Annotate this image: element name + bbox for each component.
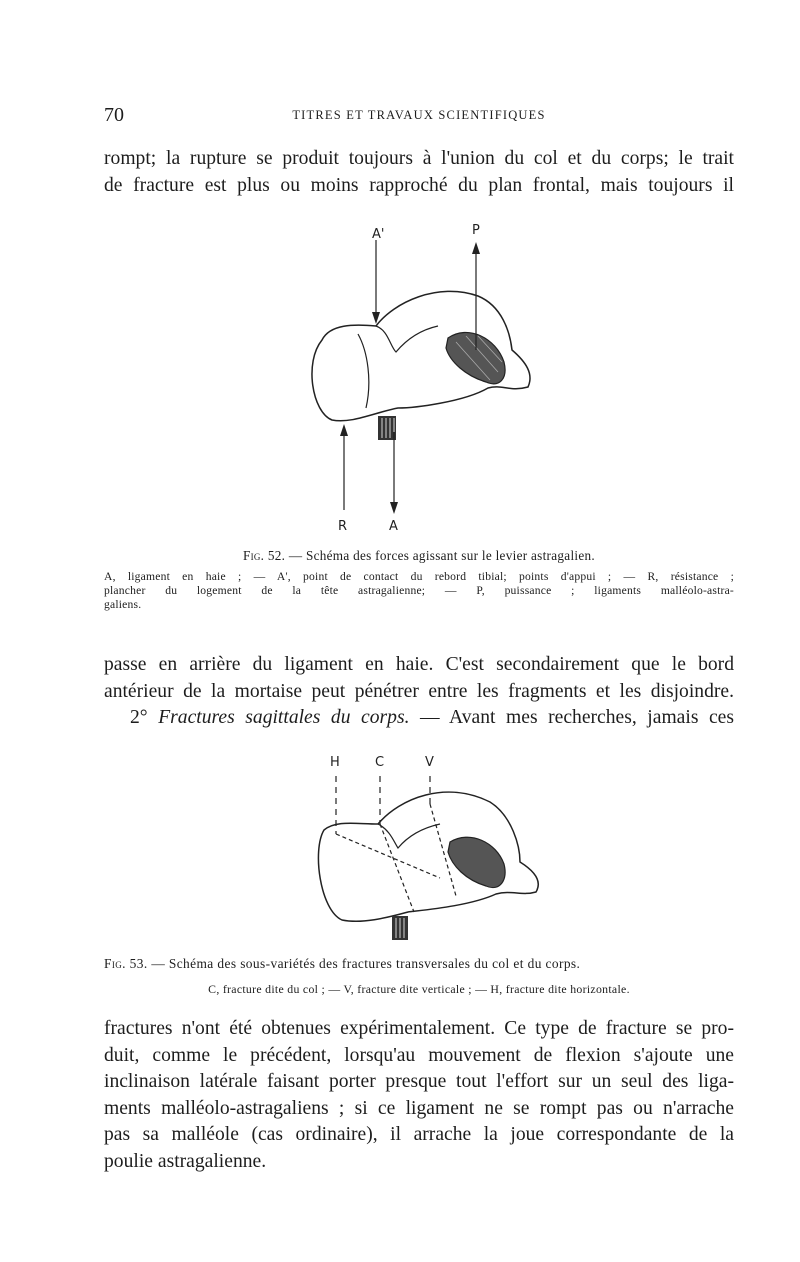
page-header — [104, 104, 734, 128]
paragraph-3 — [104, 1016, 734, 1175]
figure-52-number: Fig. 52. — [242, 548, 286, 563]
figure-52 — [290, 212, 560, 540]
figure-53 — [300, 746, 550, 946]
figure-52-legend-line-2: plancher du logement de la tête astragalienne; — P, puissance ; ligaments malléolo-astra- — [104, 584, 734, 597]
page-number: 70 — [104, 104, 124, 126]
label-c: C — [375, 755, 385, 770]
articular-facet — [448, 837, 505, 887]
figure-53-legend: C, fracture dite du col ; — V, fracture dite verticale ; — H, fracture dite horizontale. — [208, 982, 630, 996]
figure-53-caption — [104, 956, 734, 997]
bone-outline — [318, 792, 538, 921]
figure-53-caption-title — [104, 956, 734, 972]
figure-52-legend-line-1: A, ligament en haie ; — A', point de contact du rebord tibial; points d'appui ; — R, résistance ; — [104, 570, 734, 583]
paragraph-3-line-3: inclinaison latérale faisant porter presque tout l'effort sur un seul des liga- — [104, 1071, 734, 1092]
figure-52-caption — [104, 548, 734, 612]
paragraph-3-line-5: pas sa malléole (cas ordinaire), il arrache la joue correspondante de la — [104, 1124, 734, 1145]
figure-52-title-text: — Schéma des forces agissant sur le levier astragalien. — [285, 548, 596, 563]
paragraph-2-line-1: passe en arrière du ligament en haie. C'est secondairement que le bord — [104, 654, 734, 675]
head-facet-outline — [358, 334, 369, 408]
section-title: Fractures sagittales du corps. — [158, 707, 410, 728]
paragraph-3-line-4: ments malléolo-astragaliens ; si ce ligament ne se rompt pas ou n'arrache — [104, 1097, 734, 1119]
figure-52-legend — [104, 570, 734, 612]
label-a: A — [389, 519, 398, 534]
paragraph-1 — [104, 146, 734, 199]
paragraph-3-line-6: poulie astragalienne. — [104, 1150, 267, 1172]
arrow-p-head — [472, 242, 480, 254]
paragraph-2-line-2: antérieur de la mortaise peut pénétrer entre les fragments et les disjoindre. — [104, 680, 734, 702]
paragraph-3-line-1: fractures n'ont été obtenues expérimentalement. Ce type de fracture se pro- — [104, 1018, 734, 1039]
running-title: TITRES ET TRAVAUX SCIENTIFIQUES — [292, 108, 546, 122]
figure-53-title-text: — Schéma des sous-variétés des fractures transversales du col et du corps. — [147, 956, 581, 971]
paragraph-3-line-2: duit, comme le précédent, lorsqu'au mouvement de flexion s'ajoute une — [104, 1044, 734, 1066]
figure-53-number: Fig. 53. — [104, 956, 148, 971]
label-h: H — [330, 755, 340, 770]
figure-52-diagram — [290, 212, 560, 540]
figure-52-legend-line-3: galiens. — [104, 598, 142, 611]
section-heading-line — [104, 705, 734, 732]
paragraph-2 — [104, 652, 734, 732]
paragraph-1-line-1: rompt; la rupture se produit toujours à l'union du col et du corps; le trait — [104, 148, 734, 169]
label-p: P — [472, 223, 480, 238]
label-v: V — [425, 755, 434, 770]
arrow-a-head — [390, 502, 398, 514]
label-r: R — [338, 519, 348, 534]
fracture-h-line — [336, 834, 440, 878]
ligament-block — [378, 416, 396, 440]
section-rest: — Avant mes recherches, jamais ces — [409, 707, 735, 728]
tibial-contact-notch — [376, 326, 438, 352]
arrow-r-head — [340, 424, 348, 436]
paragraph-1-line-2: de fracture est plus ou moins rapproché du plan frontal, mais toujours il — [104, 174, 734, 196]
figure-52-caption-title — [104, 548, 734, 564]
label-a-prime: A' — [372, 227, 385, 242]
section-number: 2° — [130, 707, 148, 728]
figure-53-diagram — [300, 746, 550, 946]
